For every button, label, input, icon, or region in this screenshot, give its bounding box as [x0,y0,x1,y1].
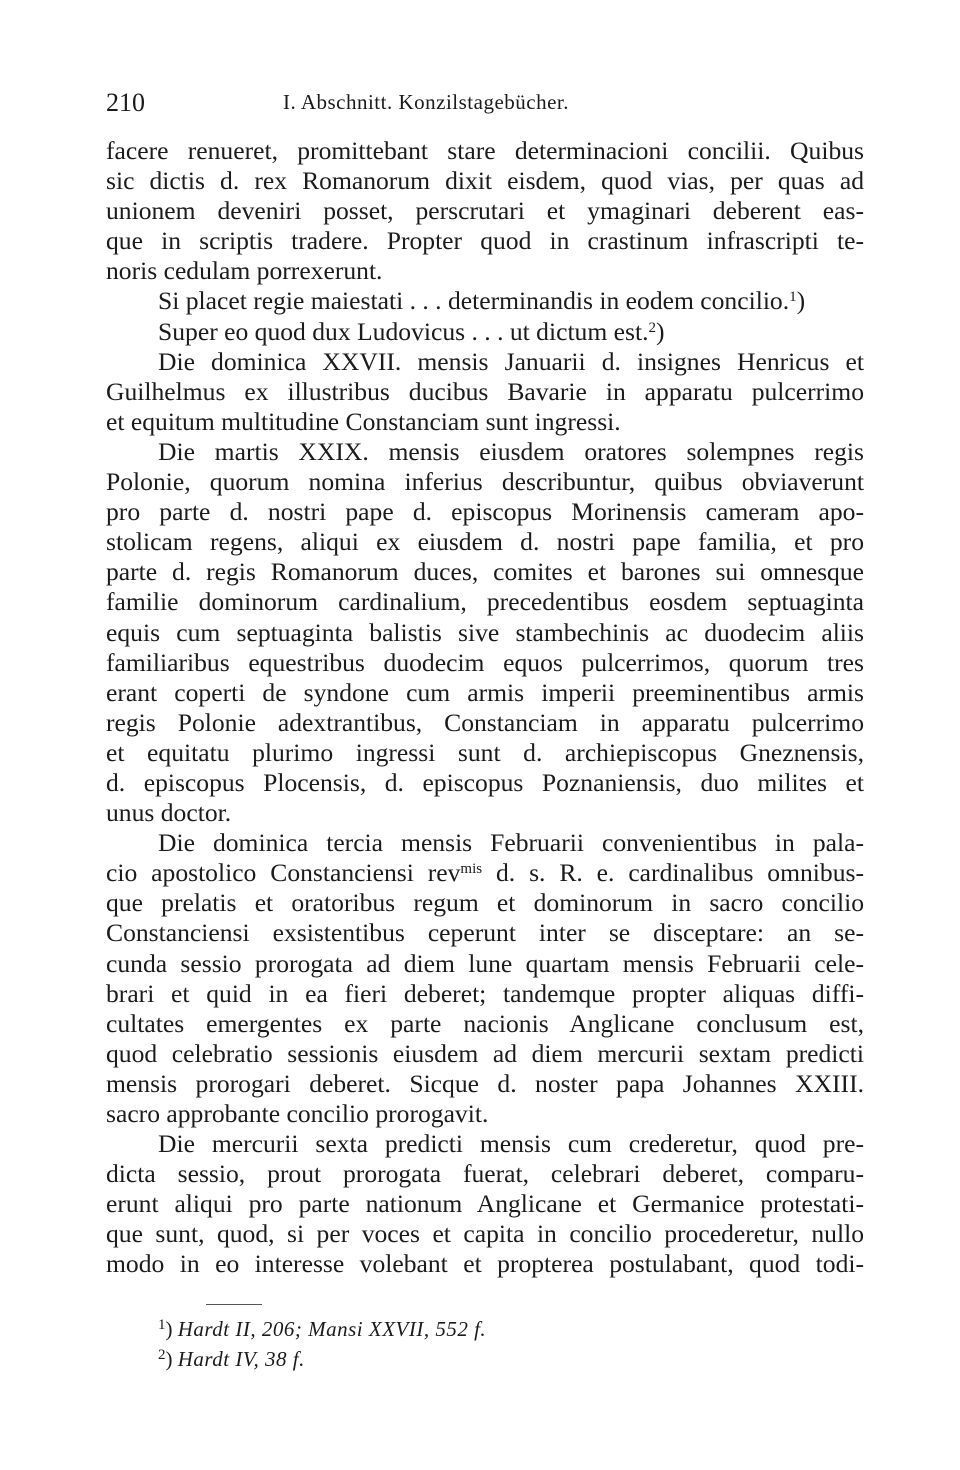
text-line: unionem deveniri posset, perscrutari et ymaginari deberent eas- [106,196,864,226]
line-text: Super eo quod dux Ludovicus . . . ut dictum est. [158,316,649,346]
footnote-text: Hardt IV, 38 f. [177,1347,305,1371]
page-number: 210 [106,88,145,117]
footnotes [158,1314,758,1374]
text-line: Die dominica tercia mensis Februarii convenientibus in pala- [158,828,864,858]
text-line: facere renueret, promittebant stare determinacioni concilii. Quibus [106,136,864,165]
text-line: que sunt, quod, si per voces et capita in concilio procederetur, nullo [106,1219,864,1249]
text-line: unus doctor. [106,798,232,828]
text-line: cultates emergentes ex parte nacionis Anglicane conclusum est, [106,1008,864,1038]
text-line: Guilhelmus ex illustribus ducibus Bavarie in apparatu pulcerrimo [106,376,864,406]
text-line: brari et quid in ea fieri deberet; tandemque propter aliquas diffi- [106,978,864,1008]
text-line [106,317,864,347]
text-line: cunda sessio prorogata ad diem lune quartam mensis Februarii cele- [106,948,864,978]
page-header [106,88,864,122]
footnote [158,1314,758,1344]
footnote-mark-paren: ) [165,1347,173,1371]
text-line: modo in eo interesse volebant et propterea postulabant, quod todi- [106,1249,864,1279]
running-title: I. Abschnitt. Konzilstagebücher. [282,90,570,114]
footnote [158,1344,758,1374]
text-line: que in scriptis tradere. Propter quod in crastinum infrascripti te- [106,226,864,256]
footnote-ref: 1 [789,289,797,306]
abbreviation-superscript: mis [460,861,483,878]
text-line: parte d. regis Romanorum duces, comites et barones sui omnesque [106,557,864,587]
footnote-mark: 1 [158,1317,166,1333]
text-line: Die martis XXIX. mensis eiusdem oratores solempnes regis [158,436,864,466]
footnote-separator [206,1304,262,1305]
text-line: d. episcopus Plocensis, d. episcopus Poznaniensis, duo milites et [106,767,864,797]
text-line: pro parte d. nostri pape d. episcopus Morinensis cameram apo- [106,497,864,527]
line-text: d. s. R. e. cardinalibus omnibus- [495,858,864,888]
body-text [106,136,864,1280]
text-line: Die dominica XXVII. mensis Januarii d. insignes Henricus et [158,346,864,376]
footnote-text: Hardt II, 206; Mansi XXVII, 552 f. [177,1317,487,1341]
text-line: Constanciensi exsistentibus ceperunt inter se disceptare: an se- [106,918,864,948]
line-text: Si placet regie maiestati . . . determinandis in eodem concilio. [158,286,790,316]
footnote-mark: 2 [158,1347,166,1363]
text-line: quod celebratio sessionis eiusdem ad diem mercurii sextam predicti [106,1038,864,1068]
text-line: Die mercurii sexta predicti mensis cum crederetur, quod pre- [158,1129,864,1159]
line-text: cio apostolico Constanciensi rev [106,858,461,888]
text-line [106,286,864,316]
text-line: sacro approbante concilio prorogavit. [106,1099,489,1128]
text-line: Polonie, quorum nomina inferius describuntur, quibus obviaverunt [106,467,864,497]
footnote-ref-paren: ) [796,286,806,316]
text-line: erunt aliqui pro parte nationum Anglicane et Germanice protestati- [106,1189,864,1219]
footnote-ref-paren: ) [656,316,665,346]
text-line: et equitatu plurimo ingressi sunt d. archiepiscopus Gneznensis, [106,737,864,767]
text-line: regis Polonie adextrantibus, Constanciam in apparatu pulcerrimo [106,707,864,737]
text-line: dicta sessio, prout prorogata fuerat, celebrari deberet, comparu- [106,1159,864,1189]
footnote-ref: 2 [648,319,656,336]
text-line: mensis prorogari deberet. Sicque d. noster papa Johannes XXIII. [106,1068,864,1098]
text-line: familiaribus equestribus duodecim equos pulcerrimos, quorum tres [106,647,864,677]
text-line: et equitum multitudine Constanciam sunt ingressi. [106,406,621,436]
text-line: stolicam regens, aliqui ex eiusdem d. nostri pape familia, et pro [106,527,864,557]
text-line: familie dominorum cardinalium, precedentibus eosdem septuaginta [106,587,864,617]
text-line: noris cedulam porrexerunt. [106,256,383,286]
footnote-mark-paren: ) [165,1317,173,1341]
text-line: equis cum septuaginta balistis sive stambechinis ac duodecim aliis [106,617,864,647]
text-line [106,858,864,888]
text-line: sic dictis d. rex Romanorum dixit eisdem, quod vias, per quas ad [106,166,864,196]
text-line: erant coperti de syndone cum armis imperii preeminentibus armis [106,677,864,707]
text-line: que prelatis et oratoribus regum et dominorum in sacro concilio [106,888,864,918]
